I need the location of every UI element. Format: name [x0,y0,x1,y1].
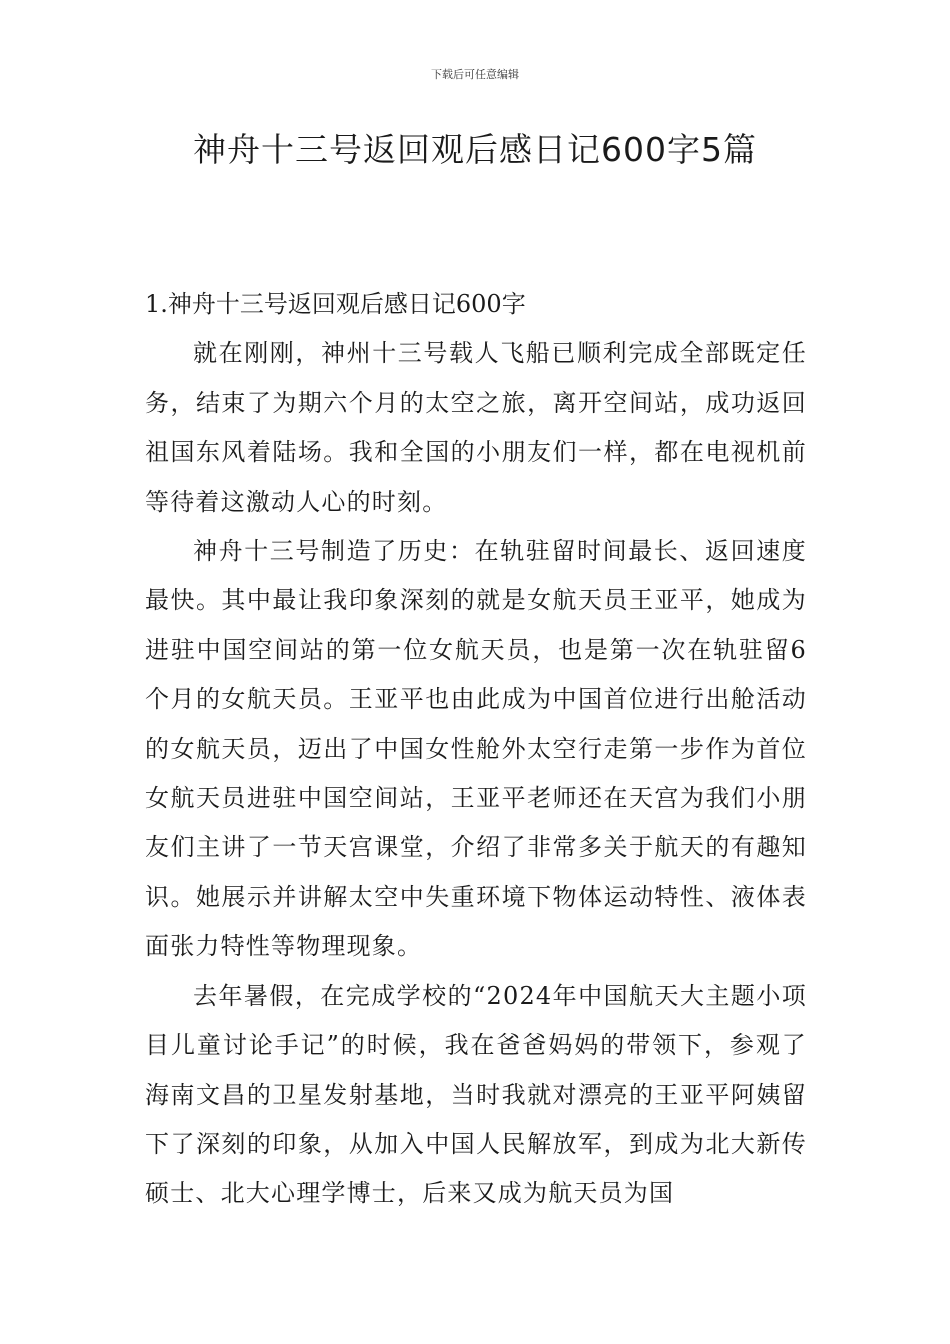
document-body [145,280,807,1219]
document-title: 神舟十三号返回观后感日记600字5篇 [193,130,757,169]
paragraph-3: 去年暑假，在完成学校的“2024年中国航天大主题小项目儿童讨论手记”的时候，我在爸爸妈妈的带领下，参观了海南文昌的卫星发射基地，当时我就对漂亮的王亚平阿姨留下了深刻的印象，从加入中国人民解放军，到成为北大新传硕士、北大心理学博士，后来又成为航天员为国 [145,981,807,1208]
header-note: 下载后可任意编辑 [431,68,519,81]
section-heading: 1.神舟十三号返回观后感日记600字 [145,290,526,318]
paragraph-1: 就在刚刚，神州十三号载人飞船已顺利完成全部既定任务，结束了为期六个月的太空之旅，离开空间站，成功返回祖国东风着陆场。我和全国的小朋友们一样，都在电视机前等待着这激动人心的时刻。 [145,339,807,516]
paragraph-2: 神舟十三号制造了历史：在轨驻留时间最长、返回速度最快。其中最让我印象深刻的就是女航天员王亚平，她成为进驻中国空间站的第一位女航天员，也是第一次在轨驻留6个月的女航天员。王亚平也由此成为中国首位进行出舱活动的女航天员，迈出了中国女性舱外太空行走第一步作为首位女航天员进驻中国空间站，王亚平老师还在天宫为我们小朋友们主讲了一节天宫课堂，介绍了非常多关于航天的有趣知识。她展示并讲解太空中失重环境下物体运动特性、液体表面张力特性等物理现象。 [145,537,807,961]
